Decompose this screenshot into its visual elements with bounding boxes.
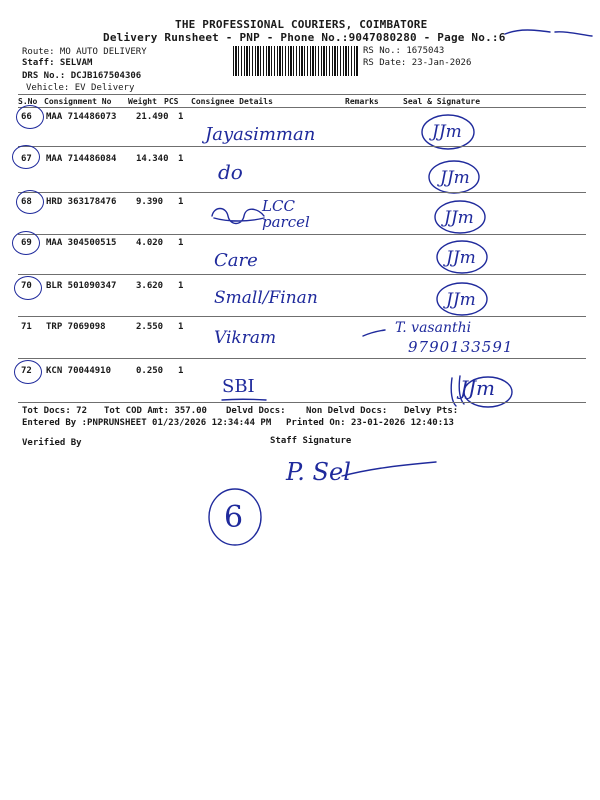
non-delvd-docs: Non Delvd Docs: xyxy=(306,406,388,416)
handwritten-consignee: Small/Finan xyxy=(214,288,318,308)
cell-weight: 21.490 xyxy=(136,112,169,122)
cell-pcs: 1 xyxy=(178,238,184,248)
col-sno: S.No xyxy=(18,97,38,106)
verified-by: Verified By xyxy=(22,438,82,448)
seal-circle xyxy=(432,280,492,318)
cell-consignment: MAA 304500515 xyxy=(46,238,117,248)
col-seal-signature: Seal & Signature xyxy=(403,97,481,106)
cell-sno: 68 xyxy=(21,197,32,207)
handwritten-consignee: SBI xyxy=(222,376,255,397)
company-title: THE PROFESSIONAL COURIERS, COIMBATORE xyxy=(175,18,428,31)
table-bottom-line xyxy=(18,402,586,403)
row-divider xyxy=(18,192,586,193)
handwritten-consignee: Vikram xyxy=(214,328,277,348)
row-divider xyxy=(18,358,586,359)
cell-pcs: 1 xyxy=(178,197,184,207)
handwritten-remarks: T. vasanthi xyxy=(395,320,472,336)
runsheet-subtitle: Delivery Runsheet - PNP - Phone No.:9047080280 - Page No.:6 xyxy=(103,31,506,44)
cell-pcs: 1 xyxy=(178,366,184,376)
row-divider xyxy=(18,274,586,275)
handwritten-consignee: LCC parcel xyxy=(262,197,310,231)
staff-label: Staff: SELVAM xyxy=(22,58,93,68)
handwritten-seal: JJm xyxy=(460,376,495,400)
cell-weight: 3.620 xyxy=(136,281,164,291)
seal-circle xyxy=(430,198,490,236)
row-divider xyxy=(18,234,586,235)
col-pcs: PCS xyxy=(164,97,179,106)
cell-consignment: TRP 7069098 xyxy=(46,322,106,332)
seal-circle xyxy=(432,238,492,276)
cell-sno: 72 xyxy=(21,366,32,376)
handwritten-consignee: Care xyxy=(214,250,258,271)
table-header-line xyxy=(18,107,586,108)
cell-sno: 67 xyxy=(21,154,32,164)
handwritten-seal: JJm xyxy=(444,208,474,228)
cell-weight: 4.020 xyxy=(136,238,164,248)
cell-sno: 69 xyxy=(21,238,32,248)
handwritten-consignee: Jayasimman xyxy=(205,124,316,145)
cell-pcs: 1 xyxy=(178,154,184,164)
handwritten-seal: JJm xyxy=(446,248,476,268)
row-divider xyxy=(18,146,586,147)
handwritten-seal: JJm xyxy=(446,290,476,310)
cell-consignment: MAA 714486073 xyxy=(46,112,117,122)
route-label: Route: MO AUTO DELIVERY xyxy=(22,47,147,57)
cell-pcs: 1 xyxy=(178,322,184,332)
seal-circle xyxy=(424,158,484,196)
cell-weight: 2.550 xyxy=(136,322,164,332)
cell-consignment: HRD 363178476 xyxy=(46,197,117,207)
cell-sno: 70 xyxy=(21,281,32,291)
rs-number: RS No.: 1675043 xyxy=(363,46,445,56)
entered-by: Entered By :PNPRUNSHEET 01/23/2026 12:34:44 PM xyxy=(22,418,272,428)
delvy-pts: Delvy Pts: xyxy=(404,406,459,416)
scribble-strikeout xyxy=(208,204,268,228)
cell-weight: 0.250 xyxy=(136,366,164,376)
row-divider xyxy=(18,316,586,317)
tot-cod-amt: Tot COD Amt: 357.00 xyxy=(104,406,207,416)
signature-flourish xyxy=(340,456,440,486)
col-weight: Weight xyxy=(128,97,157,106)
col-consignment: Consignment No xyxy=(44,97,112,106)
cell-weight: 14.340 xyxy=(136,154,169,164)
circled-number: 6 xyxy=(224,500,244,535)
staff-signature-label: Staff Signature xyxy=(270,436,352,446)
cell-weight: 9.390 xyxy=(136,197,164,207)
handwritten-consignee: do xyxy=(218,160,243,184)
cell-sno: 71 xyxy=(21,322,32,332)
cell-consignment: KCN 70044910 xyxy=(46,366,112,376)
cell-sno: 66 xyxy=(21,112,32,122)
remarks-tick xyxy=(360,326,388,340)
cell-consignment: MAA 714486084 xyxy=(46,154,117,164)
cell-pcs: 1 xyxy=(178,112,184,122)
drs-number: DRS No.: DCJB167504306 xyxy=(22,71,142,81)
printed-on: Printed On: 23-01-2026 12:40:13 xyxy=(286,418,454,428)
barcode xyxy=(233,46,359,76)
staff-signature: P. Sel xyxy=(286,458,351,486)
vehicle-label: Vehicle: EV Delivery xyxy=(26,83,135,93)
table-top-line xyxy=(18,94,586,95)
tot-docs: Tot Docs: 72 xyxy=(22,406,88,416)
delvd-docs: Delvd Docs: xyxy=(226,406,286,416)
handwritten-seal: JJm xyxy=(440,168,470,188)
cell-consignment: BLR 501090347 xyxy=(46,281,117,291)
pen-mark xyxy=(500,22,595,42)
col-consignee: Consignee Details xyxy=(191,97,273,106)
cell-pcs: 1 xyxy=(178,281,184,291)
rs-date: RS Date: 23-Jan-2026 xyxy=(363,58,472,68)
handwritten-seal: JJm xyxy=(432,122,462,142)
col-remarks: Remarks xyxy=(345,97,379,106)
handwritten-phone: 9790133591 xyxy=(408,338,514,356)
